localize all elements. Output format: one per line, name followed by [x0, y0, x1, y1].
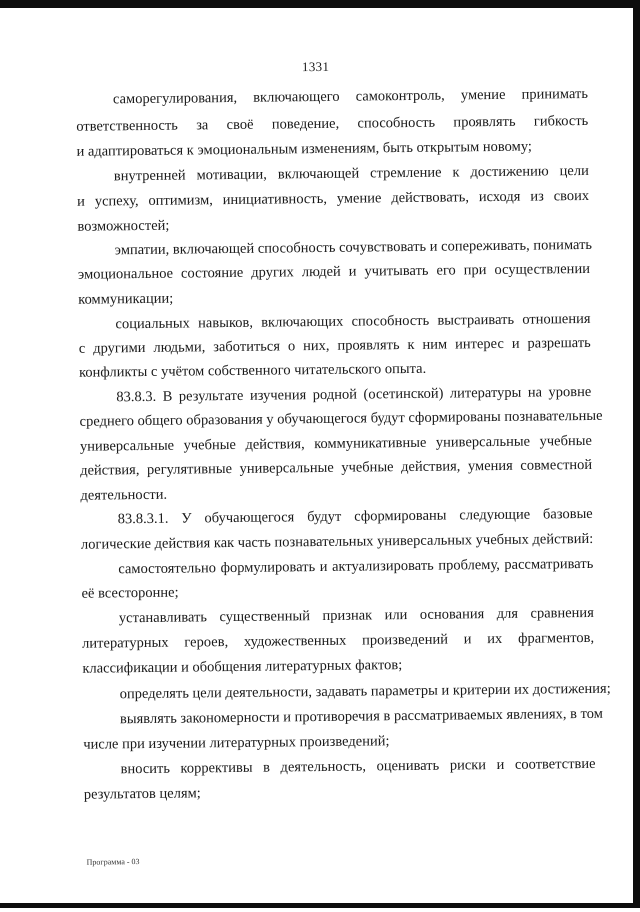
text-line: логические действия как часть познавательных универсальных учебных действий:: [80, 530, 594, 553]
text-line: конфликты с учётом собственного читательского опыта.: [78, 360, 427, 381]
text-line: саморегулирования, включающего самоконтроль, умение принимать: [112, 85, 589, 108]
page-number: 1331: [301, 58, 330, 75]
text-line: и адаптироваться к эмоциональным изменениям, быть открытым новому;: [76, 138, 532, 160]
text-line: действия, регулятивные универсальные учебные действия, умения совместной: [80, 456, 593, 479]
text-line: коммуникации;: [78, 290, 174, 308]
text-line: внутренней мотивации, включающей стремление к достижению цели: [113, 162, 589, 185]
text-line: ответственность за своё поведение, способность проявлять гибкость: [76, 112, 589, 135]
text-line: результатов целям;: [83, 785, 201, 803]
text-line: определять цели деятельности, задавать параметры и критерии их достижения;: [119, 680, 611, 703]
text-line: числе при изучении литературных произведений;: [83, 733, 390, 753]
text-line: классификации и обобщения литературных фактов;: [82, 657, 403, 677]
text-line: эмоциональное состояние других людей и учитывать его при осуществлении: [77, 260, 591, 283]
text-line: выявлять закономерности и противоречия в рассматриваемых явлениях, в том: [119, 705, 603, 728]
text-line: 83.8.3. В результате изучения родной (осетинской) литературы на уровне: [116, 383, 592, 406]
footer-program-label: Программа - 03: [86, 857, 140, 867]
text-line: вносить коррективы в деятельность, оценивать риски и соответствие: [120, 755, 596, 778]
text-line: социальных навыков, включающих способность выстраивать отношения: [115, 310, 591, 333]
text-line: возможностей;: [77, 217, 170, 235]
text-line: устанавливать существенный признак или основания для сравнения: [118, 604, 594, 627]
text-line: 83.8.3.1. У обучающегося будут сформированы следующие базовые: [117, 505, 593, 528]
text-line: литературных героев, художественных произведений и их фрагментов,: [82, 629, 595, 652]
text-line: её всесторонне;: [81, 584, 179, 602]
text-line: с другими людьми, заботиться о них, проявлять к ним интерес и разрешать: [78, 334, 591, 357]
text-line: эмпатии, включающей способность сочувствовать и сопереживать, понимать: [114, 236, 593, 259]
text-line: среднего общего образования у обучающегося будут сформированы познавательные: [79, 407, 603, 430]
text-line: самостоятельно формулировать и актуализировать проблему, рассматривать: [118, 555, 594, 578]
text-line: и успеху, оптимизм, инициативность, умение действовать, исходя из своих: [77, 187, 590, 210]
text-line: деятельности.: [80, 486, 168, 504]
text-line: универсальные учебные действия, коммуникативные универсальные учебные: [79, 432, 592, 455]
